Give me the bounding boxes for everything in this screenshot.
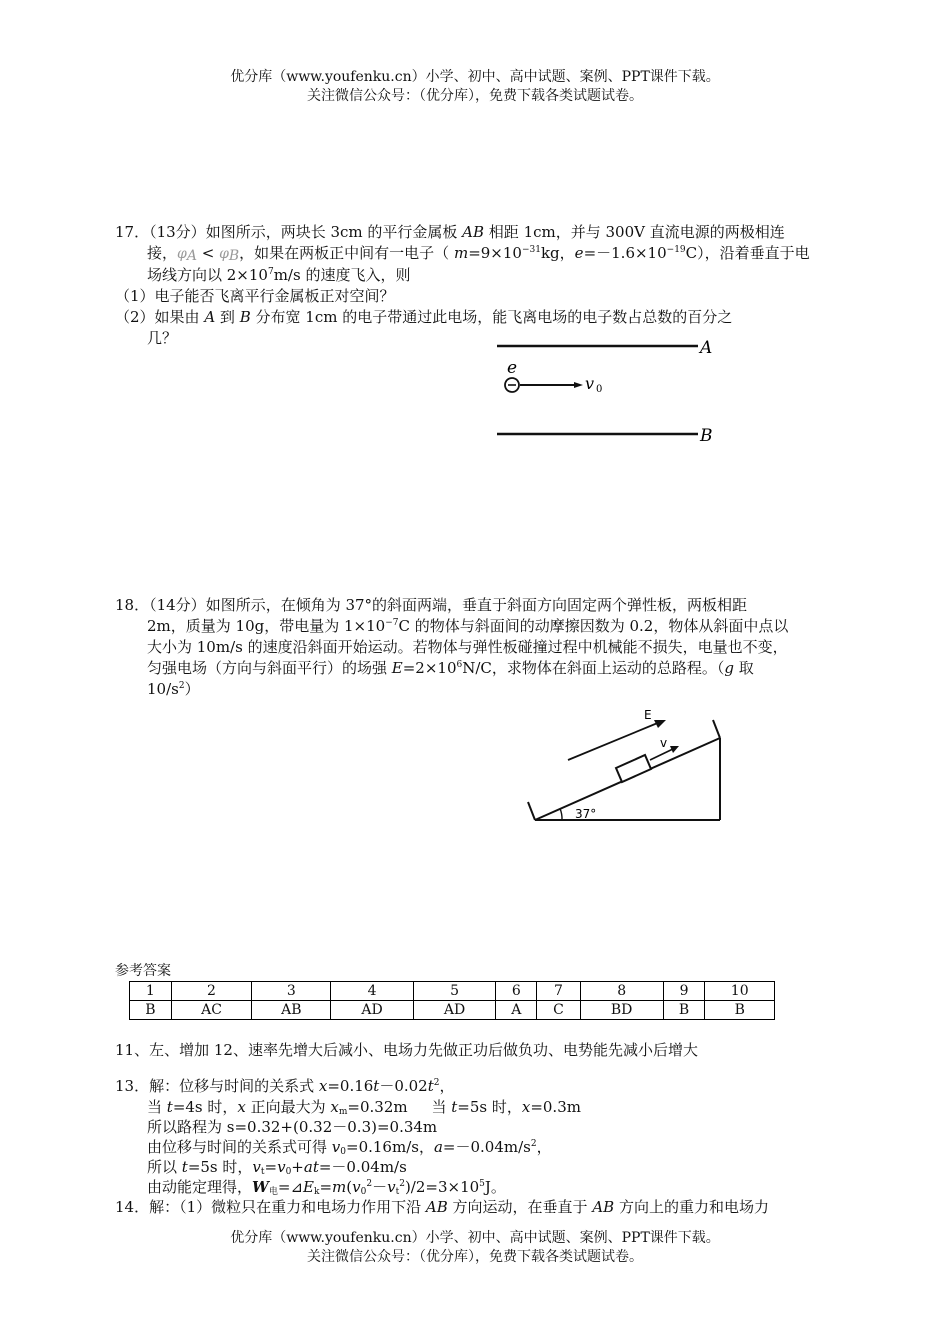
q18-exp: −7: [385, 618, 399, 628]
answer-num-10: 10: [705, 982, 775, 1001]
a13-line-1: [115, 1076, 455, 1096]
a13-sub: k: [313, 1187, 320, 1197]
q18-g: g: [724, 659, 735, 677]
answer-num-1: 1: [130, 982, 172, 1001]
q18-text: ）: [184, 680, 200, 698]
phi-a-sub: A: [186, 248, 197, 264]
q18-line-3: 大小为 10m/s 的速度沿斜面开始运动。若物体与弹性板碰撞过程中机械能不损失，电量也不变，: [147, 638, 788, 656]
answer-val-3: AB: [252, 1001, 331, 1020]
q17-text: 场线方向以 2×10: [147, 266, 268, 284]
q18-text: =2×10: [402, 659, 457, 677]
angle-arc: [560, 809, 562, 821]
answer-val-10: B: [705, 1001, 775, 1020]
phi-b-sub: B: [228, 248, 240, 264]
q18-line-2: [147, 616, 788, 636]
elastic-plate-right: [713, 720, 720, 738]
a14-line-1: [115, 1197, 769, 1217]
a13-exp: 2: [366, 1179, 373, 1189]
a13-text: =: [319, 1178, 333, 1196]
a13-text: =: [264, 1158, 278, 1176]
a13-text: ，: [439, 1077, 455, 1095]
a13-var: v: [331, 1138, 341, 1156]
q17-ab: AB: [462, 223, 485, 241]
a13-text: 由动能定理得，: [147, 1178, 253, 1196]
a13-text: =0.3m: [530, 1098, 581, 1116]
answer-val-4: AD: [331, 1001, 413, 1020]
a13-text: +: [291, 1158, 304, 1176]
q17-text: ，如果在两板正中间有一电子（: [239, 244, 454, 262]
angle-label: 37°: [575, 807, 597, 821]
q18-line-4: [147, 658, 754, 678]
block-velocity-label: v: [660, 736, 668, 750]
answer-val-5: AD: [413, 1001, 495, 1020]
a13-sub: t: [395, 1187, 400, 1197]
q17-line-3: [147, 265, 410, 285]
a13-line-4: [147, 1137, 552, 1157]
a13-text: =0.16: [327, 1077, 374, 1095]
answer-val-9: B: [663, 1001, 705, 1020]
a14-text: 方向上的重力和电场力: [614, 1198, 769, 1216]
a13-text: 13．解：位移与时间的关系式: [115, 1077, 319, 1095]
q18-exp: 6: [456, 660, 463, 670]
a13-text: 所以: [147, 1158, 182, 1176]
answer-val-6: A: [496, 1001, 537, 1020]
a13-text: (: [346, 1178, 353, 1196]
q18-number: 18．: [115, 596, 150, 614]
answer-val-2: AC: [171, 1001, 252, 1020]
q18-text: 取: [734, 659, 754, 677]
a13-var: t: [181, 1158, 188, 1176]
answers-table: [129, 981, 775, 1020]
q17-line-2: [147, 243, 810, 264]
a13-text: 由位移与时间的关系式可得: [147, 1138, 332, 1156]
a13-var: W: [252, 1178, 269, 1196]
a13-sub: 0: [285, 1167, 292, 1177]
a13-text: =－0.04m/s: [442, 1138, 531, 1156]
phi-b-symbol: φ: [219, 246, 229, 262]
q17-exp: 7: [267, 267, 274, 277]
q17-part-1: （1）电子能否飞离平行金属板正对空间？: [115, 287, 395, 305]
a13-var: t: [427, 1077, 434, 1095]
a13-var: x: [318, 1077, 328, 1095]
a13-var: t: [451, 1098, 458, 1116]
a14-text: 方向运动，在垂直于: [447, 1198, 593, 1216]
q18-exp: 2: [178, 681, 185, 691]
a13-text: =5s 时，: [187, 1158, 253, 1176]
a13-exp: 2: [433, 1078, 440, 1088]
footer-line-2: 关注微信公众号：（优分库），免费下载各类试题试卷。: [307, 1249, 643, 1265]
velocity-label: v: [585, 374, 595, 393]
q17-number: 17．: [115, 223, 150, 241]
a13-text: =0.16m/s，: [346, 1138, 434, 1156]
q17-part-2: [115, 307, 732, 327]
q18-text: 如图所示，在倾角为 37°的斜面两端，垂直于斜面方向固定两个弹性板，两板相距: [205, 596, 748, 614]
a13-var: E: [303, 1178, 314, 1196]
a13-var: x: [237, 1098, 246, 1116]
q17-a: A: [204, 308, 216, 326]
q17-figure: [490, 335, 730, 450]
a13-exp: 2: [530, 1139, 537, 1149]
q17-exp: −19: [666, 245, 686, 255]
a13-sub: 电: [268, 1187, 278, 1197]
a14-text: 14．解：（1）微粒只在重力和电场力作用下沿: [115, 1198, 426, 1216]
velocity-sub: 0: [596, 384, 603, 395]
a13-var: v: [387, 1178, 396, 1196]
electron-label: e: [507, 358, 518, 378]
a13-var: v: [277, 1158, 286, 1176]
a13-var: x: [330, 1098, 339, 1116]
answer-val-1: B: [130, 1001, 172, 1020]
velocity-arrowhead: [574, 382, 583, 388]
answer-num-2: 2: [171, 982, 252, 1001]
q17-text: （2）如果由: [115, 308, 205, 326]
q18-line-5: [147, 679, 200, 699]
a14-ab: AB: [425, 1198, 448, 1216]
less-than: <: [196, 244, 220, 262]
a13-text: =⊿: [277, 1178, 304, 1196]
q17-text: kg，: [540, 244, 575, 262]
answer-num-6: 6: [496, 982, 537, 1001]
a13-text: ，: [536, 1138, 552, 1156]
answers-11-12: 11、左、增加 12、速率先增大后减小、电场力先做正功后做负功、电势能先减小后增大: [115, 1041, 698, 1059]
q18-text: 匀强电场（方向与斜面平行）的场强: [147, 659, 392, 677]
answer-num-9: 9: [663, 982, 705, 1001]
q17-text: 分布宽 1cm 的电子带通过此电场，能飞离电场的电子数占总数的百分之: [250, 308, 733, 326]
footer-line-1: 优分库（www.youfenku.cn）小学、初中、高中试题、案例、PPT课件下载。: [230, 1230, 720, 1246]
q17-b: B: [239, 308, 251, 326]
q17-m: m: [453, 244, 469, 262]
answers-title: 参考答案: [115, 963, 171, 979]
q18-e: E: [391, 659, 403, 677]
a13-text: =0.32m 当: [347, 1098, 452, 1116]
q17-text: 如图所示，两块长 3cm 的平行金属板: [205, 223, 463, 241]
a13-text: －: [372, 1178, 388, 1196]
a13-exp: 2: [399, 1179, 405, 1189]
a13-sub: 0: [340, 1147, 346, 1157]
q18-text: 10/s: [147, 680, 179, 698]
a13-sub: 0: [360, 1187, 367, 1197]
answer-num-4: 4: [331, 982, 413, 1001]
header-line-2: 关注微信公众号：（优分库），免费下载各类试题试卷。: [307, 88, 643, 104]
q18-text: N/C，求物体在斜面上运动的总路程。（: [462, 659, 725, 677]
a13-text: =－0.04m/s: [318, 1158, 407, 1176]
answers-number-row: [130, 982, 775, 1001]
answer-num-5: 5: [413, 982, 495, 1001]
a14-ab: AB: [592, 1198, 615, 1216]
q17-exp: −31: [521, 245, 541, 255]
q17-text: C），沿着垂直于电: [685, 244, 810, 262]
q17-e: e: [574, 244, 584, 262]
answer-num-3: 3: [252, 982, 331, 1001]
plate-b-label: B: [700, 426, 713, 446]
a13-var: at: [303, 1158, 319, 1176]
q18-score: （14分）: [149, 596, 206, 614]
block: [616, 755, 651, 782]
a13-line-5: [147, 1157, 407, 1177]
plate-a-label: A: [700, 338, 713, 358]
a13-exp: 5: [479, 1179, 485, 1189]
a13-text: 正向最大为: [245, 1098, 331, 1116]
field-arrow: [568, 722, 660, 760]
q17-text: =－1.6×10: [583, 244, 667, 262]
a13-text: =5s 时，: [457, 1098, 522, 1116]
a13-text: =4s 时，: [172, 1098, 238, 1116]
answer-val-8: BD: [580, 1001, 663, 1020]
answer-num-7: 7: [537, 982, 580, 1001]
phi-a-symbol: φ: [177, 246, 187, 262]
a13-var: a: [433, 1138, 443, 1156]
header-line-1: 优分库（www.youfenku.cn）小学、初中、高中试题、案例、PPT课件下载。: [230, 69, 720, 85]
answers-value-row: [130, 1001, 775, 1020]
q17-line-1: [115, 222, 785, 242]
a13-var: v: [252, 1158, 261, 1176]
q18-figure: [520, 700, 735, 830]
answer-val-7: C: [537, 1001, 580, 1020]
q18-text: C 的物体与斜面间的动摩擦因数为 0.2，物体从斜面中点以: [398, 617, 789, 635]
a13-sub: m: [338, 1107, 348, 1117]
a13-text: J。: [484, 1178, 506, 1196]
a13-sub: t: [260, 1167, 265, 1177]
a13-text: )/2=3×10: [404, 1178, 480, 1196]
q17-text: 到: [215, 308, 240, 326]
a13-text: －0.02: [379, 1077, 428, 1095]
a13-line-6: [147, 1177, 506, 1197]
a13-var: t: [166, 1098, 173, 1116]
a13-var: m: [332, 1178, 347, 1196]
a13-var: x: [521, 1098, 531, 1116]
a13-var: v: [352, 1178, 361, 1196]
a13-line-3: 所以路程为 s=0.32+(0.32－0.3)=0.34m: [147, 1118, 438, 1136]
q17-text: 相距 1cm，并与 300V 直流电源的两极相连: [484, 223, 785, 241]
a13-line-2: [147, 1097, 581, 1117]
q17-text: =9×10: [468, 244, 522, 262]
q17-part-2-cont: 几？: [147, 329, 178, 347]
elastic-plate-left: [528, 802, 535, 820]
a13-text: 当: [147, 1098, 167, 1116]
q18-text: 2m，质量为 10g，带电量为 1×10: [147, 617, 386, 635]
field-label: E: [644, 708, 652, 722]
a13-var: t: [373, 1077, 380, 1095]
answer-num-8: 8: [580, 982, 663, 1001]
q18-line-1: [115, 595, 747, 615]
q17-score: （13分）: [149, 223, 206, 241]
q17-text: m/s 的速度飞入，则: [273, 266, 411, 284]
q17-text: 接，: [147, 244, 178, 262]
